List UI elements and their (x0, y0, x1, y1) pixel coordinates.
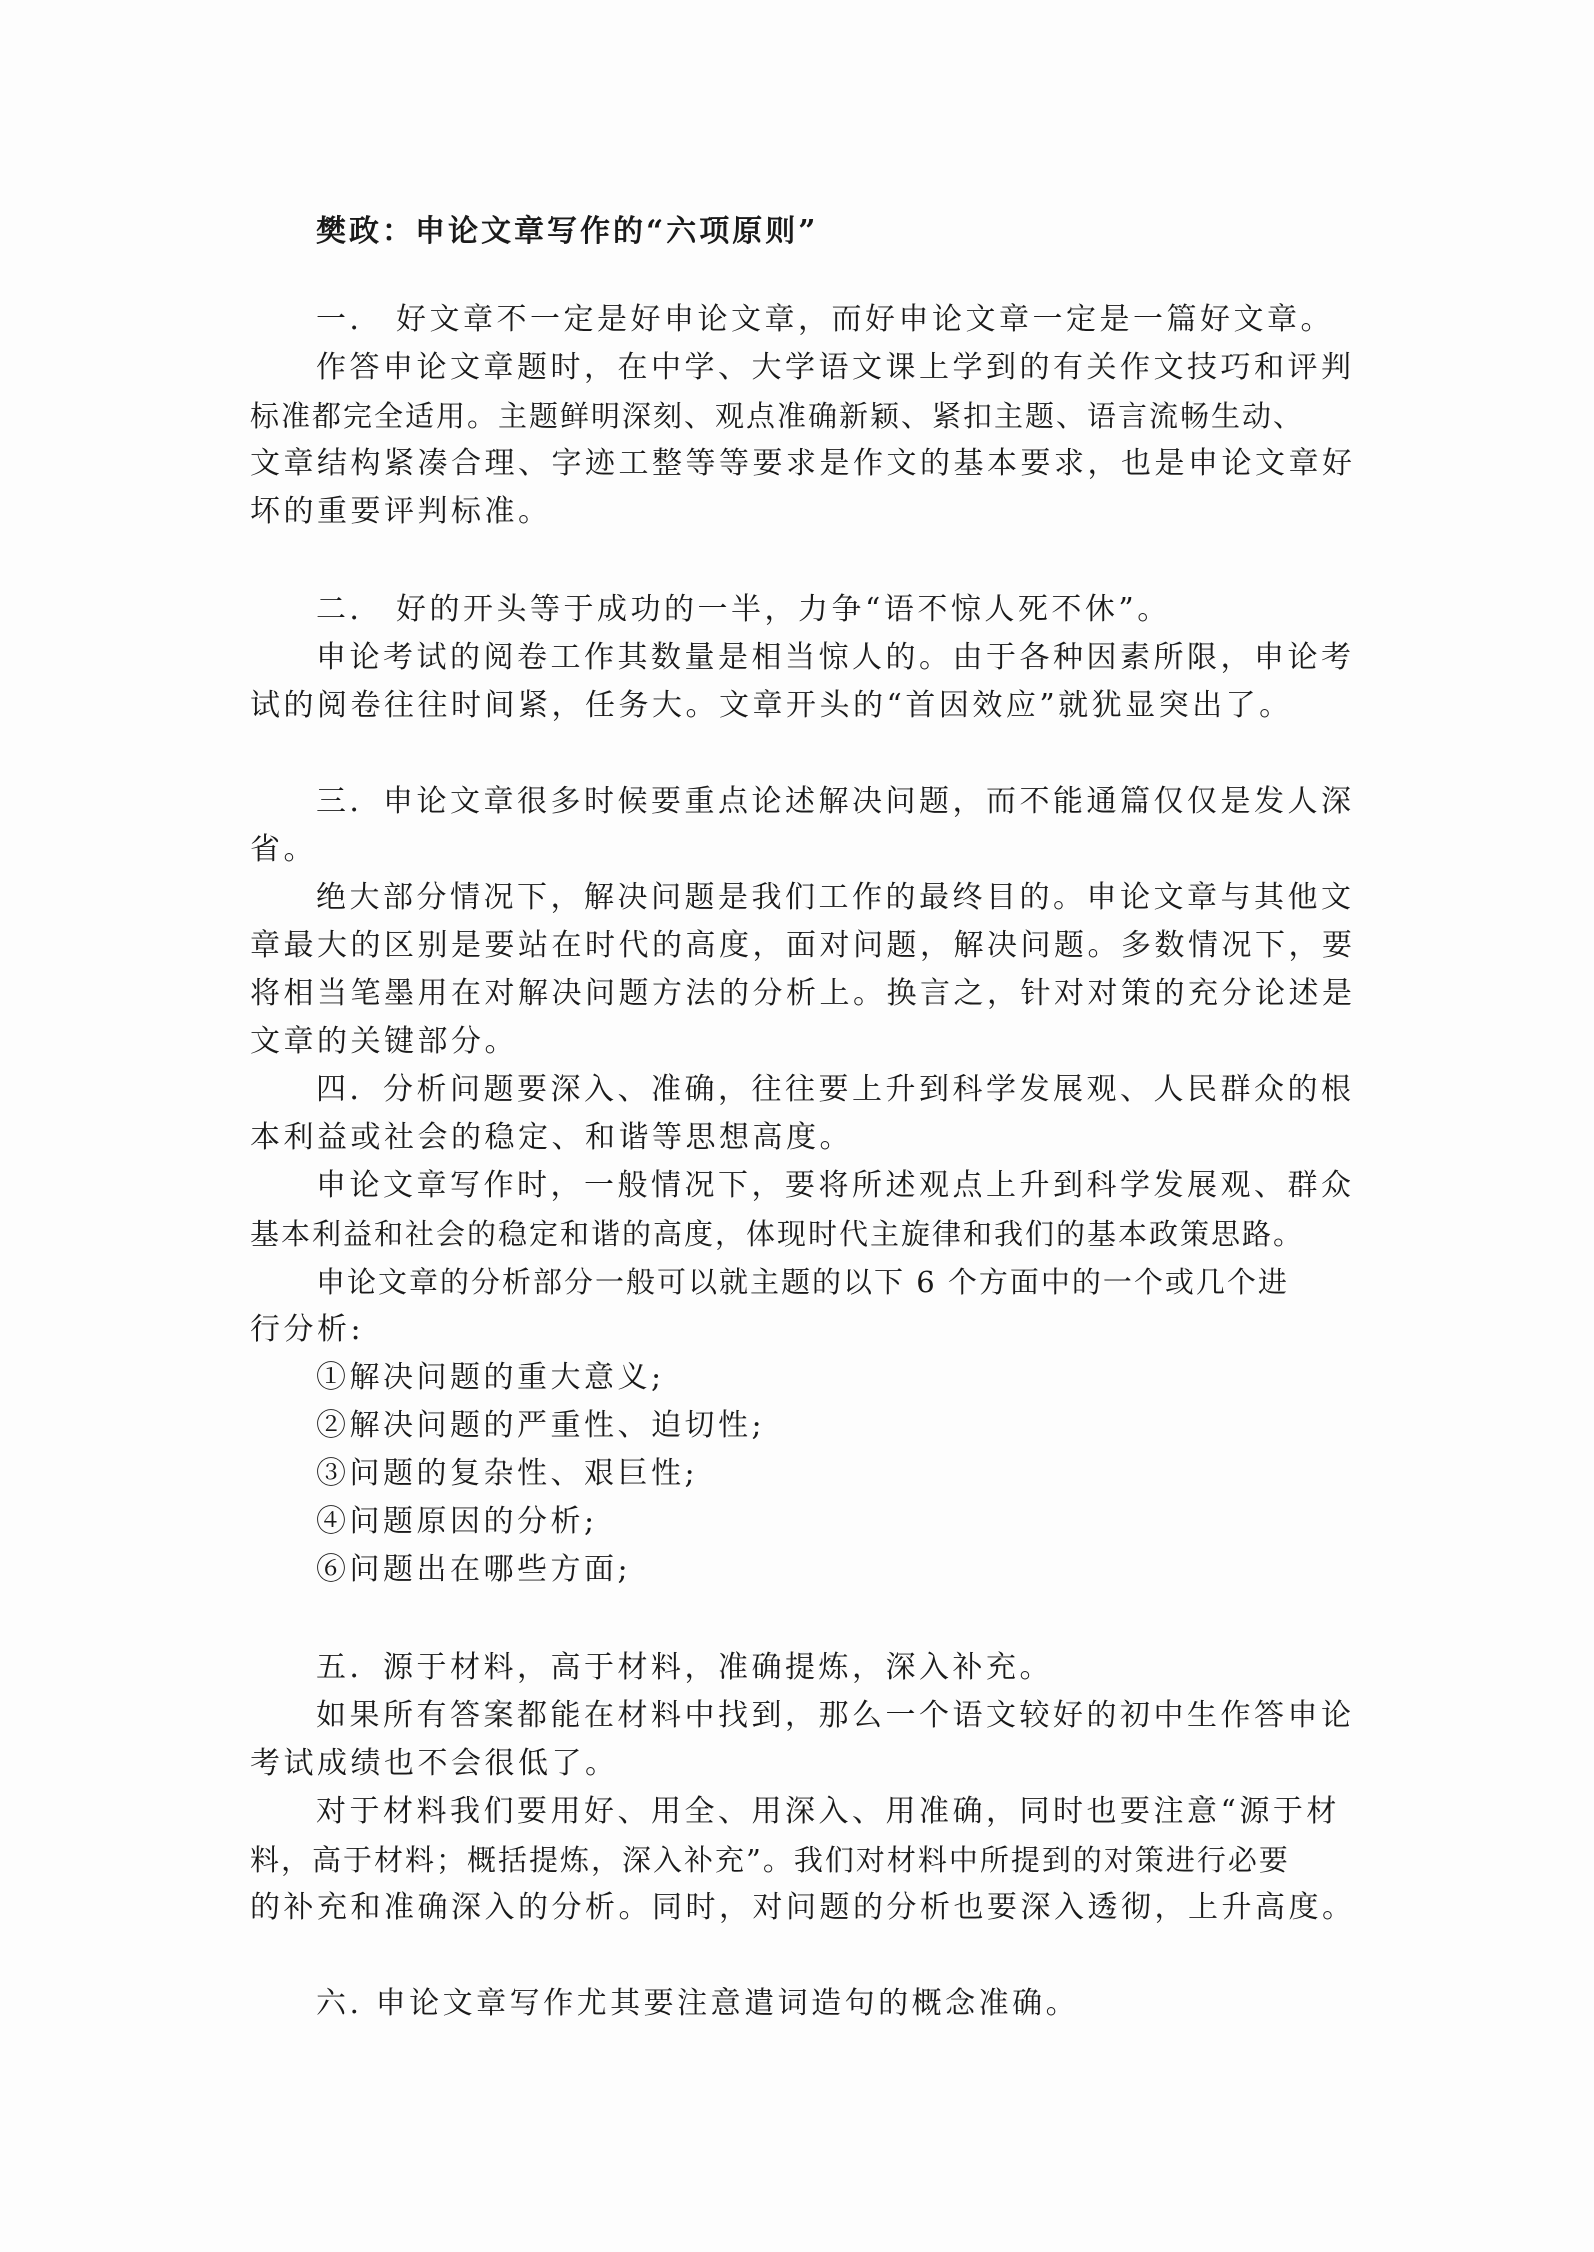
paragraph-line: 如果所有答案都能在材料中找到，那么一个语文较好的初中生作答申论 (316, 1698, 1355, 1733)
paragraph-line: 章最大的区别是要站在时代的高度，面对问题，解决问题。多数情况下，要 (250, 928, 1356, 963)
paragraph-line: 对于材料我们要用好、用全、用深入、用准确，同时也要注意“源于材 (316, 1794, 1340, 1829)
paragraph-line: 申论文章写作时，一般情况下，要将所述观点上升到科学发展观、群众 (316, 1168, 1355, 1203)
section-4-heading: 四．分析问题要深入、准确，往往要上升到科学发展观、人民群众的根 (316, 1072, 1355, 1107)
paragraph-line: 将相当笔墨用在对解决问题方法的分析上。换言之，针对对策的充分论述是 (250, 976, 1356, 1011)
list-item: ⑥问题出在哪些方面; (316, 1552, 632, 1587)
paragraph-line: 本利益或社会的稳定、和谐等思想高度。 (250, 1120, 853, 1155)
paragraph-line: 绝大部分情况下，解决问题是我们工作的最终目的。申论文章与其他文 (316, 880, 1355, 915)
paragraph-line: 申论考试的阅卷工作其数量是相当惊人的。由于各种因素所限，申论考 (316, 640, 1355, 675)
paragraph-line: 基本利益和社会的稳定和谐的高度，体现时代主旋律和我们的基本政策思路。 (250, 1217, 1305, 1251)
section-5-heading: 五．源于材料，高于材料，准确提炼，深入补充。 (316, 1650, 1053, 1685)
paragraph-line: 申论文章的分析部分一般可以就主题的以下 6 个方面中的一个或几个进 (316, 1265, 1289, 1299)
list-item: ①解决问题的重大意义; (316, 1360, 665, 1395)
paragraph-line: 料，高于材料；概括提炼，深入补充”。我们对材料中所提到的对策进行必要 (250, 1843, 1290, 1877)
list-item: ②解决问题的严重性、迫切性; (316, 1408, 766, 1443)
paragraph-line: 行分析: (250, 1312, 365, 1347)
paragraph-line: 作答申论文章题时，在中学、大学语文课上学到的有关作文技巧和评判 (316, 350, 1355, 385)
paragraph-line: 文章的关键部分。 (250, 1024, 518, 1059)
list-item: ③问题的复杂性、艰巨性; (316, 1456, 699, 1491)
paragraph-line: 的补充和准确深入的分析。同时，对问题的分析也要深入透彻，上升高度。 (250, 1890, 1356, 1925)
document-title: 樊政：申论文章写作的“六项原则” (316, 214, 819, 249)
list-item: ④问题原因的分析; (316, 1504, 598, 1539)
paragraph-line: 文章结构紧凑合理、字迹工整等等要求是作文的基本要求，也是申论文章好 (250, 446, 1356, 481)
paragraph-line: 省。 (250, 832, 317, 867)
section-1-heading: 一． 好文章不一定是好申论文章，而好申论文章一定是一篇好文章。 (316, 302, 1335, 337)
section-3-heading: 三．申论文章很多时候要重点论述解决问题，而不能通篇仅仅是发人深 (316, 784, 1355, 819)
paragraph-line: 标准都完全适用。主题鲜明深刻、观点准确新颖、紧扣主题、语言流畅生动、 (250, 399, 1305, 433)
paragraph-line: 坏的重要评判标准。 (250, 494, 552, 529)
paragraph-line: 试的阅卷往往时间紧，任务大。文章开头的“首因效应”就犹显突出了。 (250, 688, 1293, 723)
section-6-heading: 六. 申论文章写作尤其要注意遣词造句的概念准确。 (316, 1986, 1080, 2021)
paragraph-line: 考试成绩也不会很低了。 (250, 1746, 619, 1781)
section-2-heading: 二． 好的开头等于成功的一半，力争“语不惊人死不休”。 (316, 592, 1171, 627)
